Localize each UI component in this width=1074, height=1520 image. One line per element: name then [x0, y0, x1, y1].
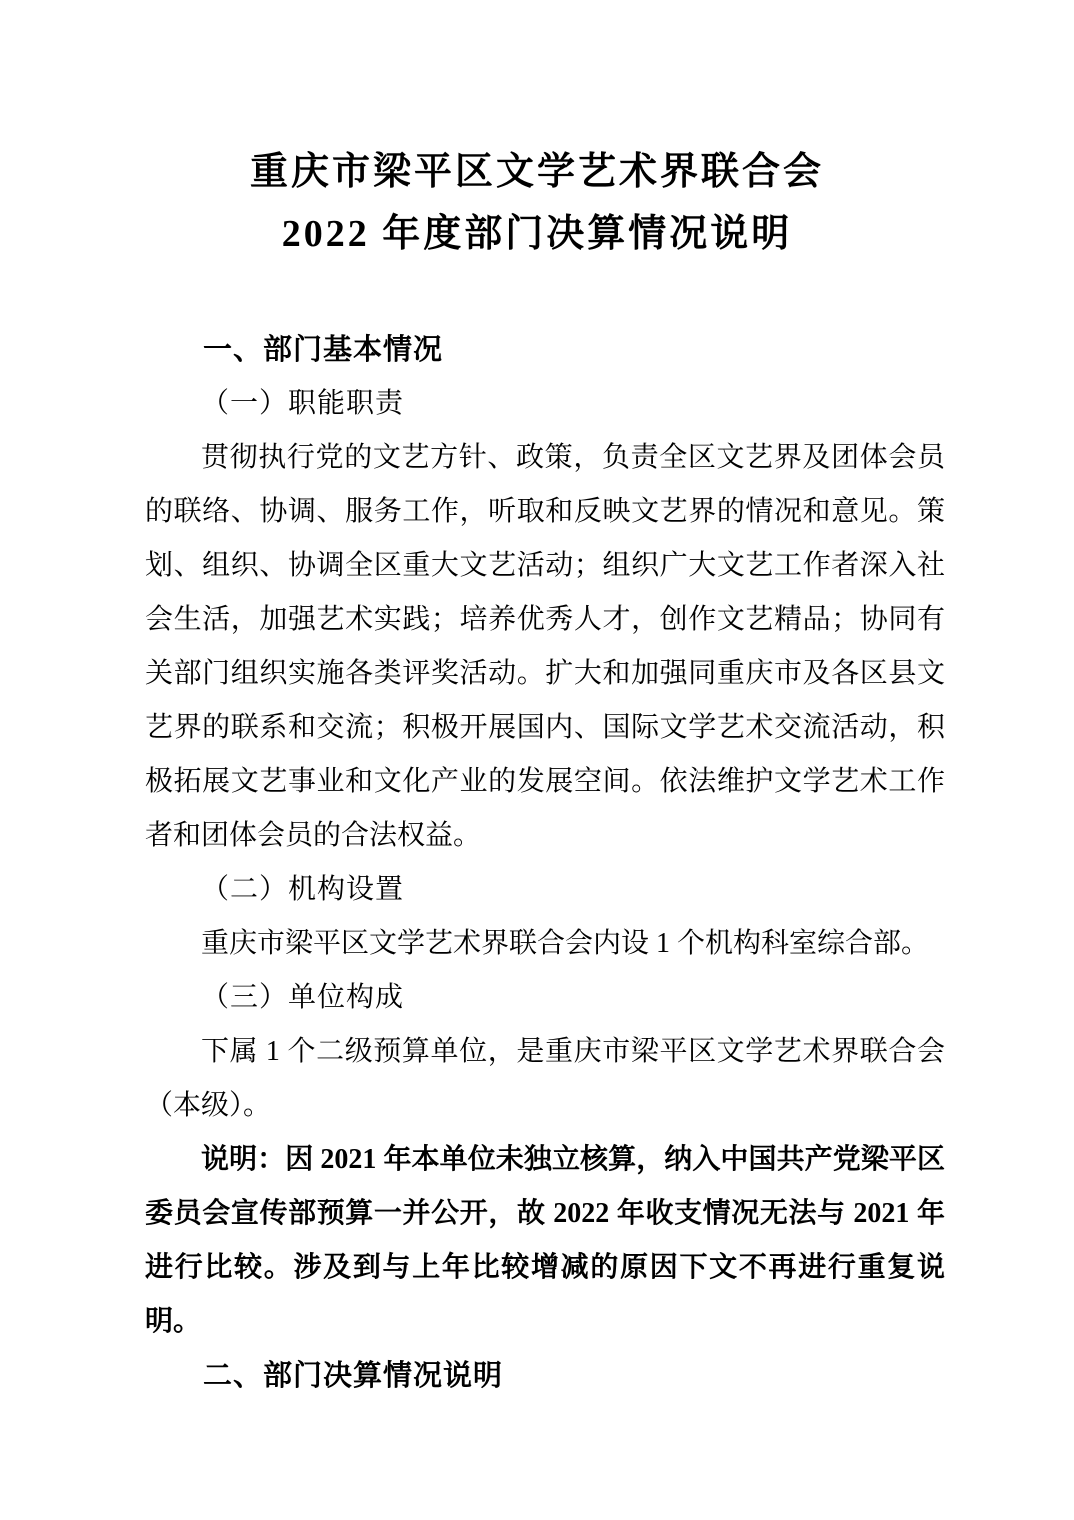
document-title-line2: 2022 年度部门决算情况说明 [281, 213, 793, 255]
paragraph-note: 说明：因 2021 年本单位未独立核算，纳入中国共产党梁平区委员会宣传部预算一并公开，故 2022 年收支情况无法与 2021 年进行比较。涉及到与上年比较增减的原因下文不再进行重复说明。 [145, 1144, 945, 1337]
document-title-line1: 重庆市梁平区文学艺术界联合会 [249, 151, 824, 193]
subsection-heading-duties: （一）职能职责 [201, 388, 405, 419]
section-heading-basic-info: 一、部门基本情况 [203, 334, 444, 366]
document-title [0, 141, 1074, 265]
subsection-heading-organization: （二）机构设置 [201, 874, 405, 905]
section-heading-final-accounts: 二、部门决算情况说明 [203, 1360, 504, 1392]
paragraph-organization: 重庆市梁平区文学艺术界联合会内设 1 个机构科室综合部。 [201, 928, 930, 959]
paragraph-unit-composition: 下属 1 个二级预算单位，是重庆市梁平区文学艺术界联合会（本级）。 [145, 1036, 945, 1121]
paragraph-duties: 贯彻执行党的文艺方针、政策，负责全区文艺界及团体会员的联络、协调、服务工作，听取和反映文艺界的情况和意见。策划、组织、协调全区重大文艺活动；组织广大文艺工作者深入社会生活，加强艺术实践；培养优秀人才，创作文艺精品；协同有关部门组织实施各类评奖活动。扩大和加强同重庆市及各区县文艺界的联系和交流；积极开展国内、国际文学艺术交流活动，积极拓展文艺事业和文化产业的发展空间。依法维护文学艺术工作者和团体会员的合法权益。 [145, 442, 945, 851]
document-body [145, 323, 945, 1403]
subsection-heading-unit-composition: （三）单位构成 [201, 982, 405, 1013]
